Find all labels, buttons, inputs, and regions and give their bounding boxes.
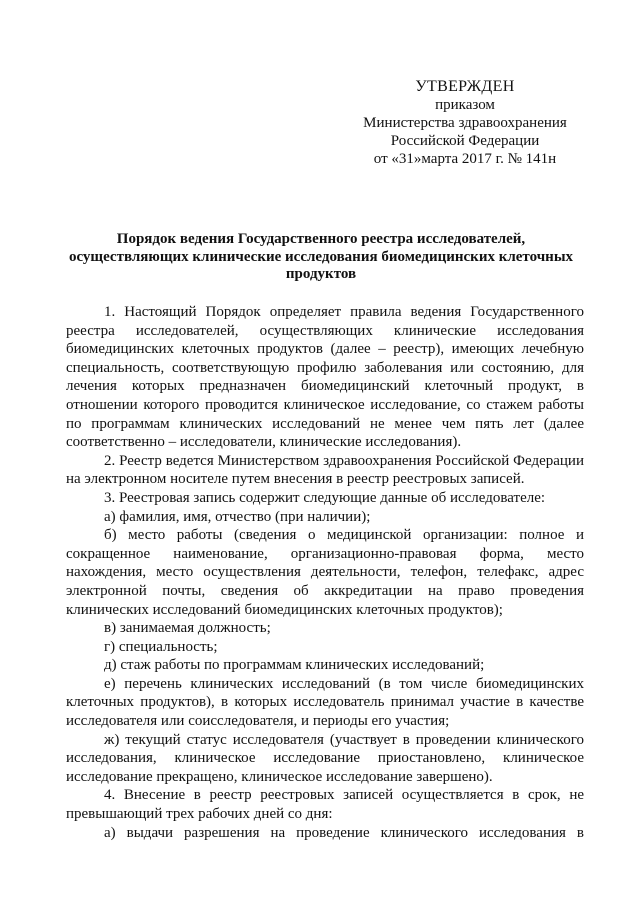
paragraph-3: 3. Реестровая запись содержит следующие данные об исследователе:: [104, 489, 546, 506]
approval-order-label: приказом: [435, 97, 495, 113]
item-g: г) специальность;: [104, 638, 218, 655]
approval-block: [330, 78, 600, 168]
item-4a: а) выдачи разрешения на проведение клинического исследования в: [104, 824, 584, 841]
document-title: [62, 231, 580, 284]
document-body: [66, 303, 584, 842]
approval-date-number: от «31»марта 2017 г. № 141н: [373, 151, 557, 167]
item-a: а) фамилия, имя, отчество (при наличии);: [104, 508, 371, 525]
title-line-2: осуществляющих клинические исследования биомедицинских клеточных: [68, 248, 574, 265]
item-v: в) занимаемая должность;: [104, 620, 271, 637]
approval-ministry: Министерства здравоохранения: [363, 115, 567, 131]
item-e: е) перечень клинических исследований (в том числе биомедицинских клеточных продуктов), в которых исследователь принимал участие в качестве исследователя или соисследователя, и периоды его участия;: [66, 675, 584, 730]
paragraph-4: 4. Внесение в реестр реестровых записей осуществляется в срок, не превышающий трех рабочих дней со дня:: [66, 787, 584, 823]
paragraph-1: 1. Настоящий Порядок определяет правила ведения Государственного реестра исследователей, осуществляющих клинические исследования биомедицинских клеточных продуктов (далее – реестр), имеющих лечебную специальность, соответствующую профилю заболевания или состоянию, для лечения которых предназначен биомедицинский клеточный продукт, в отношении которого проводится клиническое исследование, со стажем работы по программам клинических исследований не менее чем пять лет (далее соответственно – исследователи, клинические исследования).: [66, 304, 584, 451]
item-b: б) место работы (сведения о медицинской организации: полное и сокращенное наименование, организационно-правовая форма, место нахождения, место осуществления деятельности, телефон, телефакс, адрес электронной почты, сведения об аккредитации на право проведения клинических исследований биомедицинских клеточных продуктов);: [66, 527, 584, 618]
item-d: д) стаж работы по программам клинических исследований;: [104, 657, 485, 674]
title-line-1: Порядок ведения Государственного реестра исследователей,: [116, 231, 526, 247]
title-line-3: продуктов: [285, 266, 357, 282]
item-zh: ж) текущий статус исследователя (участвует в проведении клинического исследования, клиническое исследование приостановлено, клиническое исследование прекращено, клиническое исследование завершено).: [66, 731, 584, 785]
paragraph-2: 2. Реестр ведется Министерством здравоохранения Российской Федерации на электронном носителе путем внесения в реестр реестровых записей.: [66, 452, 584, 488]
approval-heading: УТВЕРЖДЕН: [415, 78, 515, 95]
approval-country: Российской Федерации: [390, 133, 540, 149]
